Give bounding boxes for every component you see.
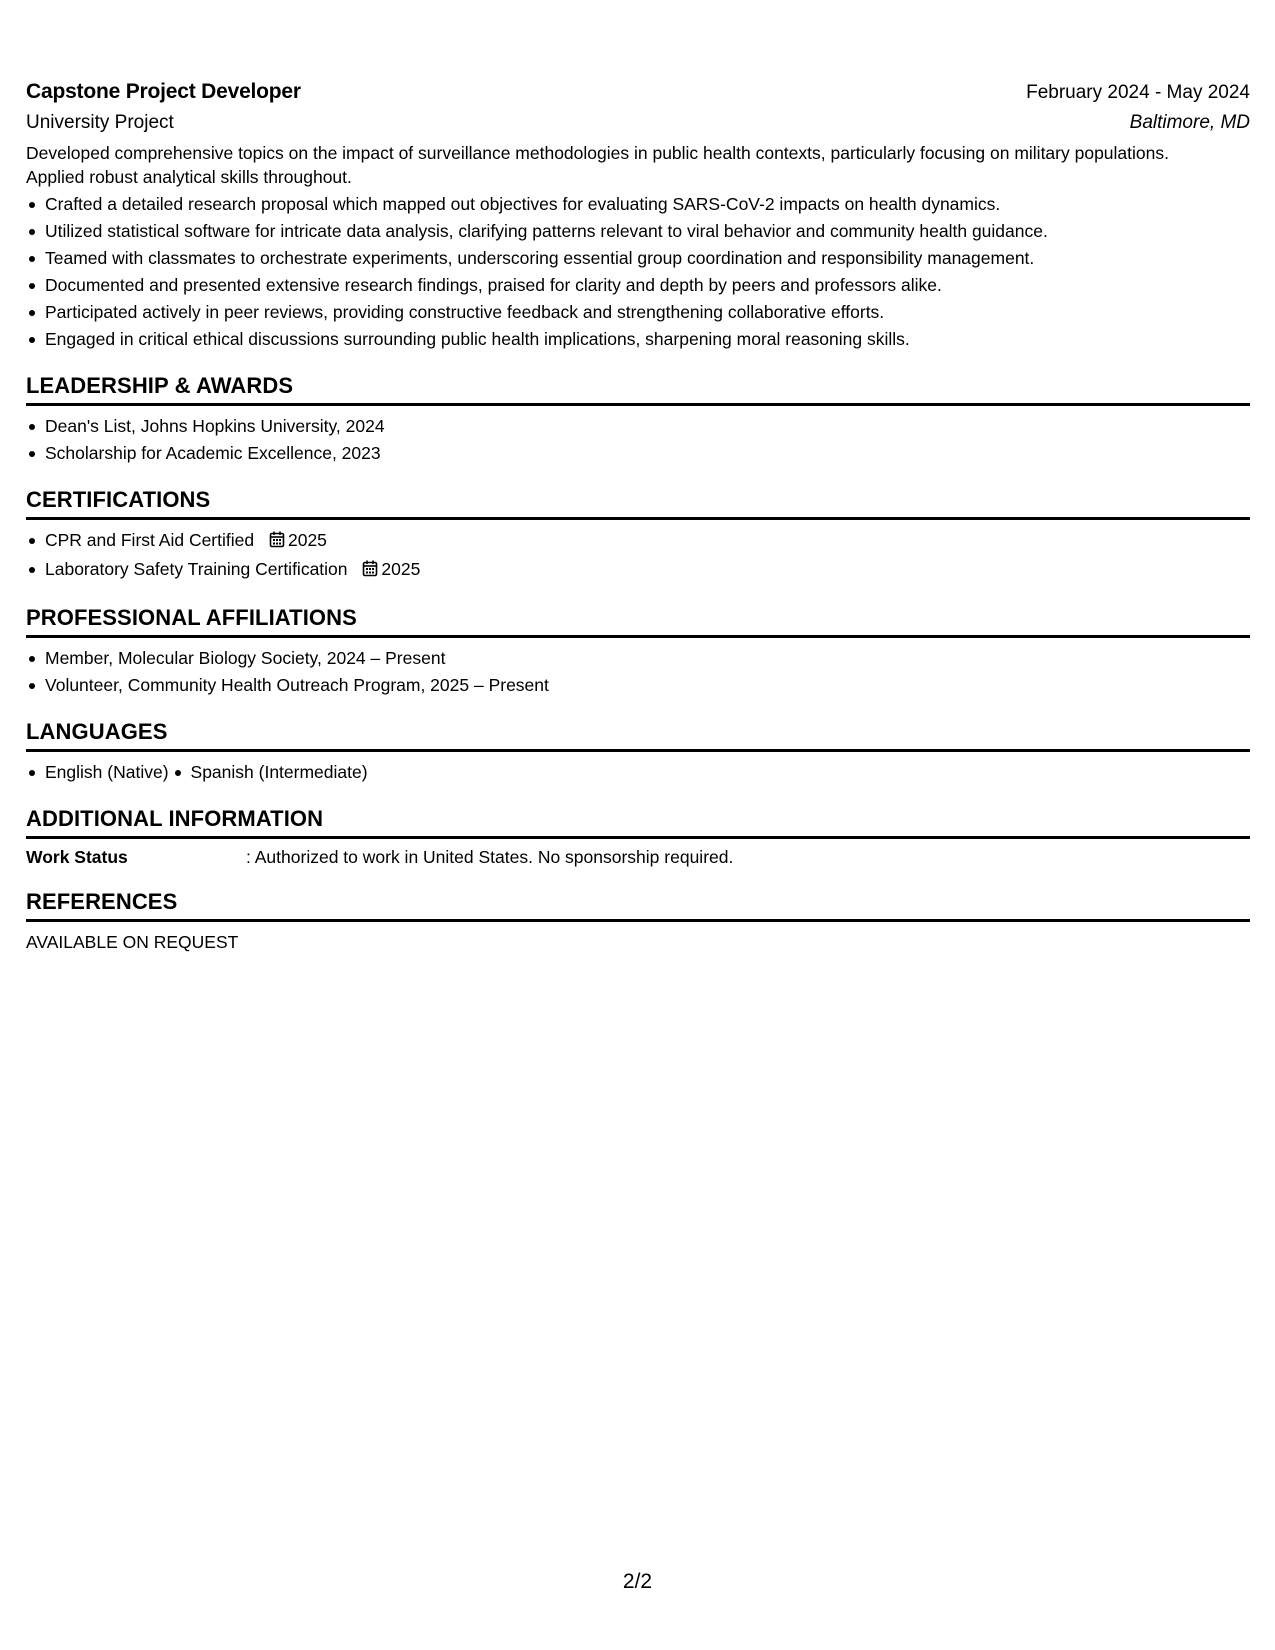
section-heading-affiliations: PROFESSIONAL AFFILIATIONS bbox=[26, 604, 1250, 638]
entry-header bbox=[26, 76, 1250, 109]
calendar-icon bbox=[362, 558, 378, 585]
job-location: Baltimore, MD bbox=[1129, 112, 1250, 133]
languages-list bbox=[26, 759, 1250, 786]
experience-entry bbox=[26, 76, 1250, 353]
list-item: Member, Molecular Biology Society, 2024 – Present bbox=[45, 645, 1250, 672]
list-item: Dean's List, Johns Hopkins University, 2024 bbox=[45, 413, 1250, 440]
section-heading-leadership: LEADERSHIP & AWARDS bbox=[26, 372, 1250, 406]
section-heading-references: REFERENCES bbox=[26, 888, 1250, 922]
certification-year: 2025 bbox=[381, 559, 421, 579]
work-status-label: Work Status bbox=[26, 847, 128, 867]
list-item: Crafted a detailed research proposal which mapped out objectives for evaluating SARS-CoV-2 impacts on health dynamics. bbox=[45, 191, 1250, 218]
section-heading-additional: ADDITIONAL INFORMATION bbox=[26, 805, 1250, 839]
calendar-icon bbox=[269, 529, 285, 556]
section-heading-languages: LANGUAGES bbox=[26, 718, 1250, 752]
work-status-value: : Authorized to work in United States. No sponsorship required. bbox=[246, 847, 734, 867]
list-item: English (Native) bbox=[45, 759, 169, 786]
list-item: Volunteer, Community Health Outreach Program, 2025 – Present bbox=[45, 672, 1250, 699]
list-item: Engaged in critical ethical discussions surrounding public health implications, sharpening moral reasoning skills. bbox=[45, 326, 1250, 353]
resume-page bbox=[26, 76, 1250, 954]
certifications-section bbox=[26, 486, 1250, 585]
section-heading-certifications: CERTIFICATIONS bbox=[26, 486, 1250, 520]
page-number: 2/2 bbox=[622, 1570, 653, 1593]
leadership-section bbox=[26, 372, 1250, 467]
list-item: Scholarship for Academic Excellence, 2023 bbox=[45, 440, 1250, 467]
list-item bbox=[45, 556, 1250, 585]
work-status-row bbox=[26, 845, 1250, 869]
languages-section bbox=[26, 718, 1250, 786]
job-description: Developed comprehensive topics on the impact of surveillance methodologies in public health contexts, particularly focusing on military populations. Applied robust analytical skills throughout. bbox=[26, 143, 1169, 187]
job-title: Capstone Project Developer bbox=[26, 80, 301, 103]
list-item: Spanish (Intermediate) bbox=[191, 759, 368, 786]
entry-subheader bbox=[26, 108, 1250, 138]
certifications-list bbox=[26, 527, 1250, 585]
certification-year: 2025 bbox=[287, 530, 327, 550]
job-bullets bbox=[26, 191, 1250, 353]
list-item: Documented and presented extensive research findings, praised for clarity and depth by peers and professors alike. bbox=[45, 272, 1250, 299]
list-item: Utilized statistical software for intricate data analysis, clarifying patterns relevant to viral behavior and community health guidance. bbox=[45, 218, 1250, 245]
certification-name: Laboratory Safety Training Certification bbox=[45, 559, 348, 579]
affiliations-section bbox=[26, 604, 1250, 699]
additional-info-section bbox=[26, 805, 1250, 869]
leadership-list bbox=[26, 413, 1250, 467]
job-organization: University Project bbox=[26, 112, 174, 133]
list-item: Teamed with classmates to orchestrate experiments, underscoring essential group coordination and responsibility management. bbox=[45, 245, 1250, 272]
references-text: AVAILABLE ON REQUEST bbox=[26, 932, 239, 952]
job-dates: February 2024 - May 2024 bbox=[1026, 82, 1250, 103]
references-section bbox=[26, 888, 1250, 954]
list-item bbox=[45, 527, 1250, 556]
certification-name: CPR and First Aid Certified bbox=[45, 530, 255, 550]
affiliations-list bbox=[26, 645, 1250, 699]
list-item: Participated actively in peer reviews, providing constructive feedback and strengthening collaborative efforts. bbox=[45, 299, 1250, 326]
